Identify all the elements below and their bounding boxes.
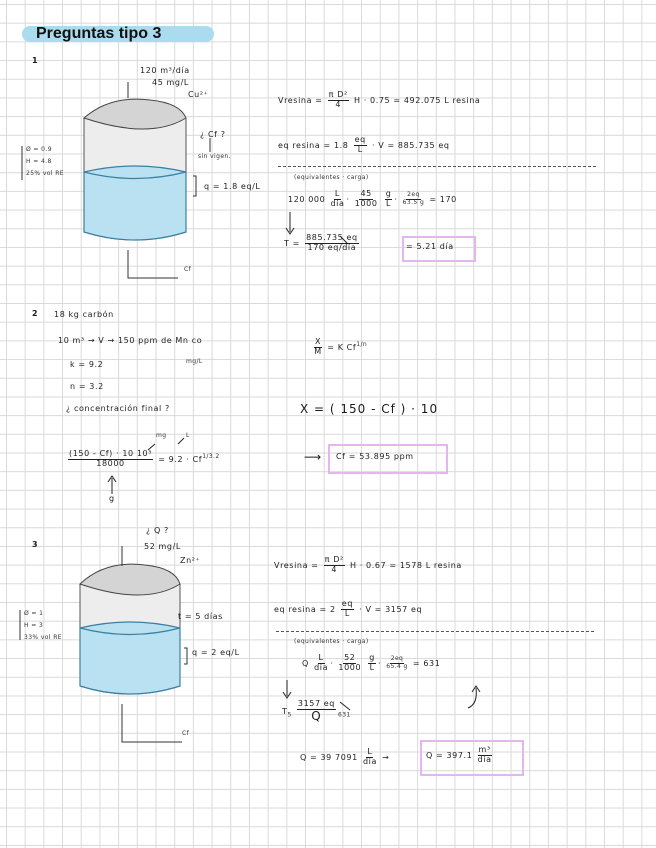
q1-vresina-equation: Vresina = $\frac{\text{π D²}}{4}$ H · 0.75 = 492.075 L resina <box>278 90 481 109</box>
q1-cf-note: sin vigen. <box>198 153 231 160</box>
q2-g-note: g <box>109 494 115 503</box>
q2-arrow: ⟶ <box>304 450 323 464</box>
q3-t-sub: 5 <box>287 711 292 719</box>
q1-calc-f2-num: 45 <box>360 189 372 198</box>
q2-eq-exp: 1/3.2 <box>202 453 220 461</box>
q1-eq-den: L <box>357 144 363 154</box>
q3-q-label: q = 2 eq/L <box>192 648 240 657</box>
q3-q-unit-den: día <box>362 756 377 766</box>
q2-l-arrow <box>178 438 184 444</box>
q2-line2: 10 m³ → V → 150 ppm de Mn co <box>58 336 203 345</box>
q3-result-unit-den: día <box>477 754 492 764</box>
q2-eq-right: = 9.2 · Cf <box>158 454 203 464</box>
q3-time-equation <box>282 700 351 723</box>
q3-eq-left: eq resina <box>274 604 317 614</box>
q2-iso-num: X <box>315 337 322 346</box>
q3-note: (equivalentes · carga) <box>294 638 369 645</box>
q3-down-arrow <box>283 680 291 698</box>
q2-carbon: 18 kg carbón <box>54 310 114 319</box>
q3-t-den: Q <box>311 708 322 723</box>
q1-calc-result: = 170 <box>429 194 457 204</box>
q1-cf-question: ¿ Cf ? <box>200 130 226 139</box>
q3-calc-q: Q <box>302 658 309 668</box>
q1-outlet-label: Cf <box>184 266 192 273</box>
q3-result-value: Q = 397.1 <box>426 750 473 760</box>
q1-eq-left: eq resina <box>278 140 321 150</box>
q3-param-height: H = 3 <box>24 622 44 629</box>
q3-t-label2: T <box>282 706 288 716</box>
q1-t-den: 170 eq/día <box>307 242 357 252</box>
q1-result: = 5.21 día <box>406 242 454 251</box>
q1-calc-f4-num: 2eq <box>407 191 420 199</box>
q3-q-line-value: Q = 39 7091 <box>300 752 358 762</box>
q3-calc-result: = 631 <box>412 658 441 668</box>
q1-eq-equation <box>278 136 450 155</box>
q1-t-label: T = <box>284 238 300 248</box>
q2-line2-unit: mg/L <box>186 358 203 365</box>
q3-calc-f4-den: 65.4 g <box>386 662 408 670</box>
q1-eq-num: eq <box>354 135 366 144</box>
q1-flow: 120 m³/día <box>140 66 190 75</box>
q1-calc: 120 000 $\frac{L}{\text{día}}$ · $\frac{45}{1000}$ $\frac{g}{L}$ · $\frac{2eq}{63.5 g}$ = 170 <box>288 189 457 208</box>
q1-ion: Cu²⁺ <box>188 90 209 99</box>
q2-k: k = 9.2 <box>70 360 104 369</box>
q1-t-num: 885.735 eq <box>306 233 358 242</box>
q1-number: 1 <box>32 56 38 65</box>
q2-eq-den: 18000 <box>96 458 125 468</box>
q3-eq-equation <box>274 600 422 619</box>
q1-calc-f4-den: 63.5 g <box>402 198 425 206</box>
q2-iso-den: M <box>314 346 322 356</box>
q3-q-unit-num: L <box>367 747 373 756</box>
page-title: Preguntas tipo 3 <box>36 25 162 42</box>
q3-calc-f1-num: L <box>318 653 324 662</box>
q2-up-arrow <box>108 476 116 494</box>
q3-q-question: ¿ Q ? <box>146 526 169 535</box>
q2-mg-note: mg <box>156 432 167 439</box>
q1-vresina-den: 4 <box>335 99 342 109</box>
q3-vresina-num: π D² <box>324 555 344 564</box>
q1-calc-f2-den: 1000 <box>354 198 378 208</box>
q2-iso-exp: 1/n <box>356 341 368 349</box>
q2-x-equation: X = ( 150 - Cf ) · 10 <box>300 402 439 416</box>
q3-ion: Zn²⁺ <box>180 556 201 565</box>
q1-note: (equivalentes · carga) <box>294 174 369 181</box>
q1-vresina-right: H · 0.75 = 492.075 L resina <box>353 95 481 105</box>
q1-vresina-left: Vresina <box>278 95 313 105</box>
q2-result: Cf = 53.895 ppm <box>336 452 414 461</box>
q1-q-label: q = 1.8 eq/L <box>204 182 261 191</box>
q1-eq-coef: = 1.8 <box>323 140 349 150</box>
q1-concentration: 45 mg/L <box>152 78 189 87</box>
q3-number: 3 <box>32 540 38 549</box>
q3-calc-f3-num: g <box>369 653 375 662</box>
tank-1-drawing <box>22 82 210 278</box>
q1-divider <box>278 166 596 167</box>
q2-number: 2 <box>32 309 38 318</box>
q3-calc-f2-den: 1000 <box>338 662 362 672</box>
q3-calc-f3-den: L <box>369 662 375 672</box>
q3-vresina-equation: Vresina = $\frac{\text{π D²}}{4}$ H · 0.67 = 1578 L resina <box>274 555 462 574</box>
q1-calc-f3-den: L <box>386 198 392 208</box>
q3-vresina-den: 4 <box>331 564 338 574</box>
q1-param-height: H = 4.8 <box>26 158 52 165</box>
q3-vresina-left: Vresina <box>274 560 309 570</box>
q3-t-num: 3157 eq <box>297 699 335 708</box>
q3-eq-num: eq <box>341 599 353 608</box>
q3-outlet-label: Cf <box>182 730 190 737</box>
q1-param-diameter: Ø = 0.9 <box>26 146 52 153</box>
q3-concentration: 52 mg/L <box>144 542 181 551</box>
q2-l-note: L <box>186 432 190 439</box>
q3-curve-arrow <box>468 686 480 708</box>
q2-eq-num: (150 - Cf) · 10 10³ <box>69 449 153 458</box>
q1-calc-f1-num: L <box>334 189 340 198</box>
q3-calc-f2-num: 52 <box>344 653 356 662</box>
q1-calc-a: 120 000 <box>288 194 326 204</box>
q1-param-volume: 25% vol RE <box>26 170 64 177</box>
q1-eq-right: · V = 885.735 eq <box>371 140 450 150</box>
q3-param-volume: 33% vol RE <box>24 634 62 641</box>
q3-divider <box>276 631 594 632</box>
q2-n: n = 3.2 <box>70 382 104 391</box>
q3-vresina-right: H · 0.67 = 1578 L resina <box>349 560 462 570</box>
q3-q-line <box>300 748 389 767</box>
q1-calc-f1-den: día <box>330 198 345 208</box>
q2-isotherm <box>312 338 367 357</box>
q3-t-label: t = 5 días <box>178 612 223 621</box>
q3-q-arrow: → <box>382 752 390 762</box>
tank-3-drawing <box>20 546 190 742</box>
q3-eq-right: · V = 3157 eq <box>359 604 423 614</box>
q3-param-diameter: Ø = 1 <box>24 610 44 617</box>
q3-eq-den: L <box>344 608 350 618</box>
q2-main-equation <box>66 450 220 469</box>
q2-question: ¿ concentración final ? <box>66 404 170 413</box>
q3-calc-f4-num: 2eq <box>390 655 404 663</box>
q1-time-equation <box>284 234 361 253</box>
q1-down-arrow <box>286 212 294 234</box>
q3-calc-f1-den: día <box>314 662 329 672</box>
q3-result-unit-num: m³ <box>478 745 491 754</box>
q1-vresina-num: π D² <box>328 90 348 99</box>
q3-t-den-sub: 631 <box>337 711 351 719</box>
q3-result <box>426 746 494 765</box>
q3-calc: Q $\frac{L}{\text{día}}$ · $\frac{52}{1000}$ $\frac{g}{L}$ · $\frac{2eq}{65.4 g}$ = 631 <box>302 653 441 672</box>
q3-eq-coef: = 2 <box>319 604 336 614</box>
q2-iso-right: = K Cf <box>327 342 357 352</box>
q1-calc-f3-num: g <box>385 189 392 198</box>
